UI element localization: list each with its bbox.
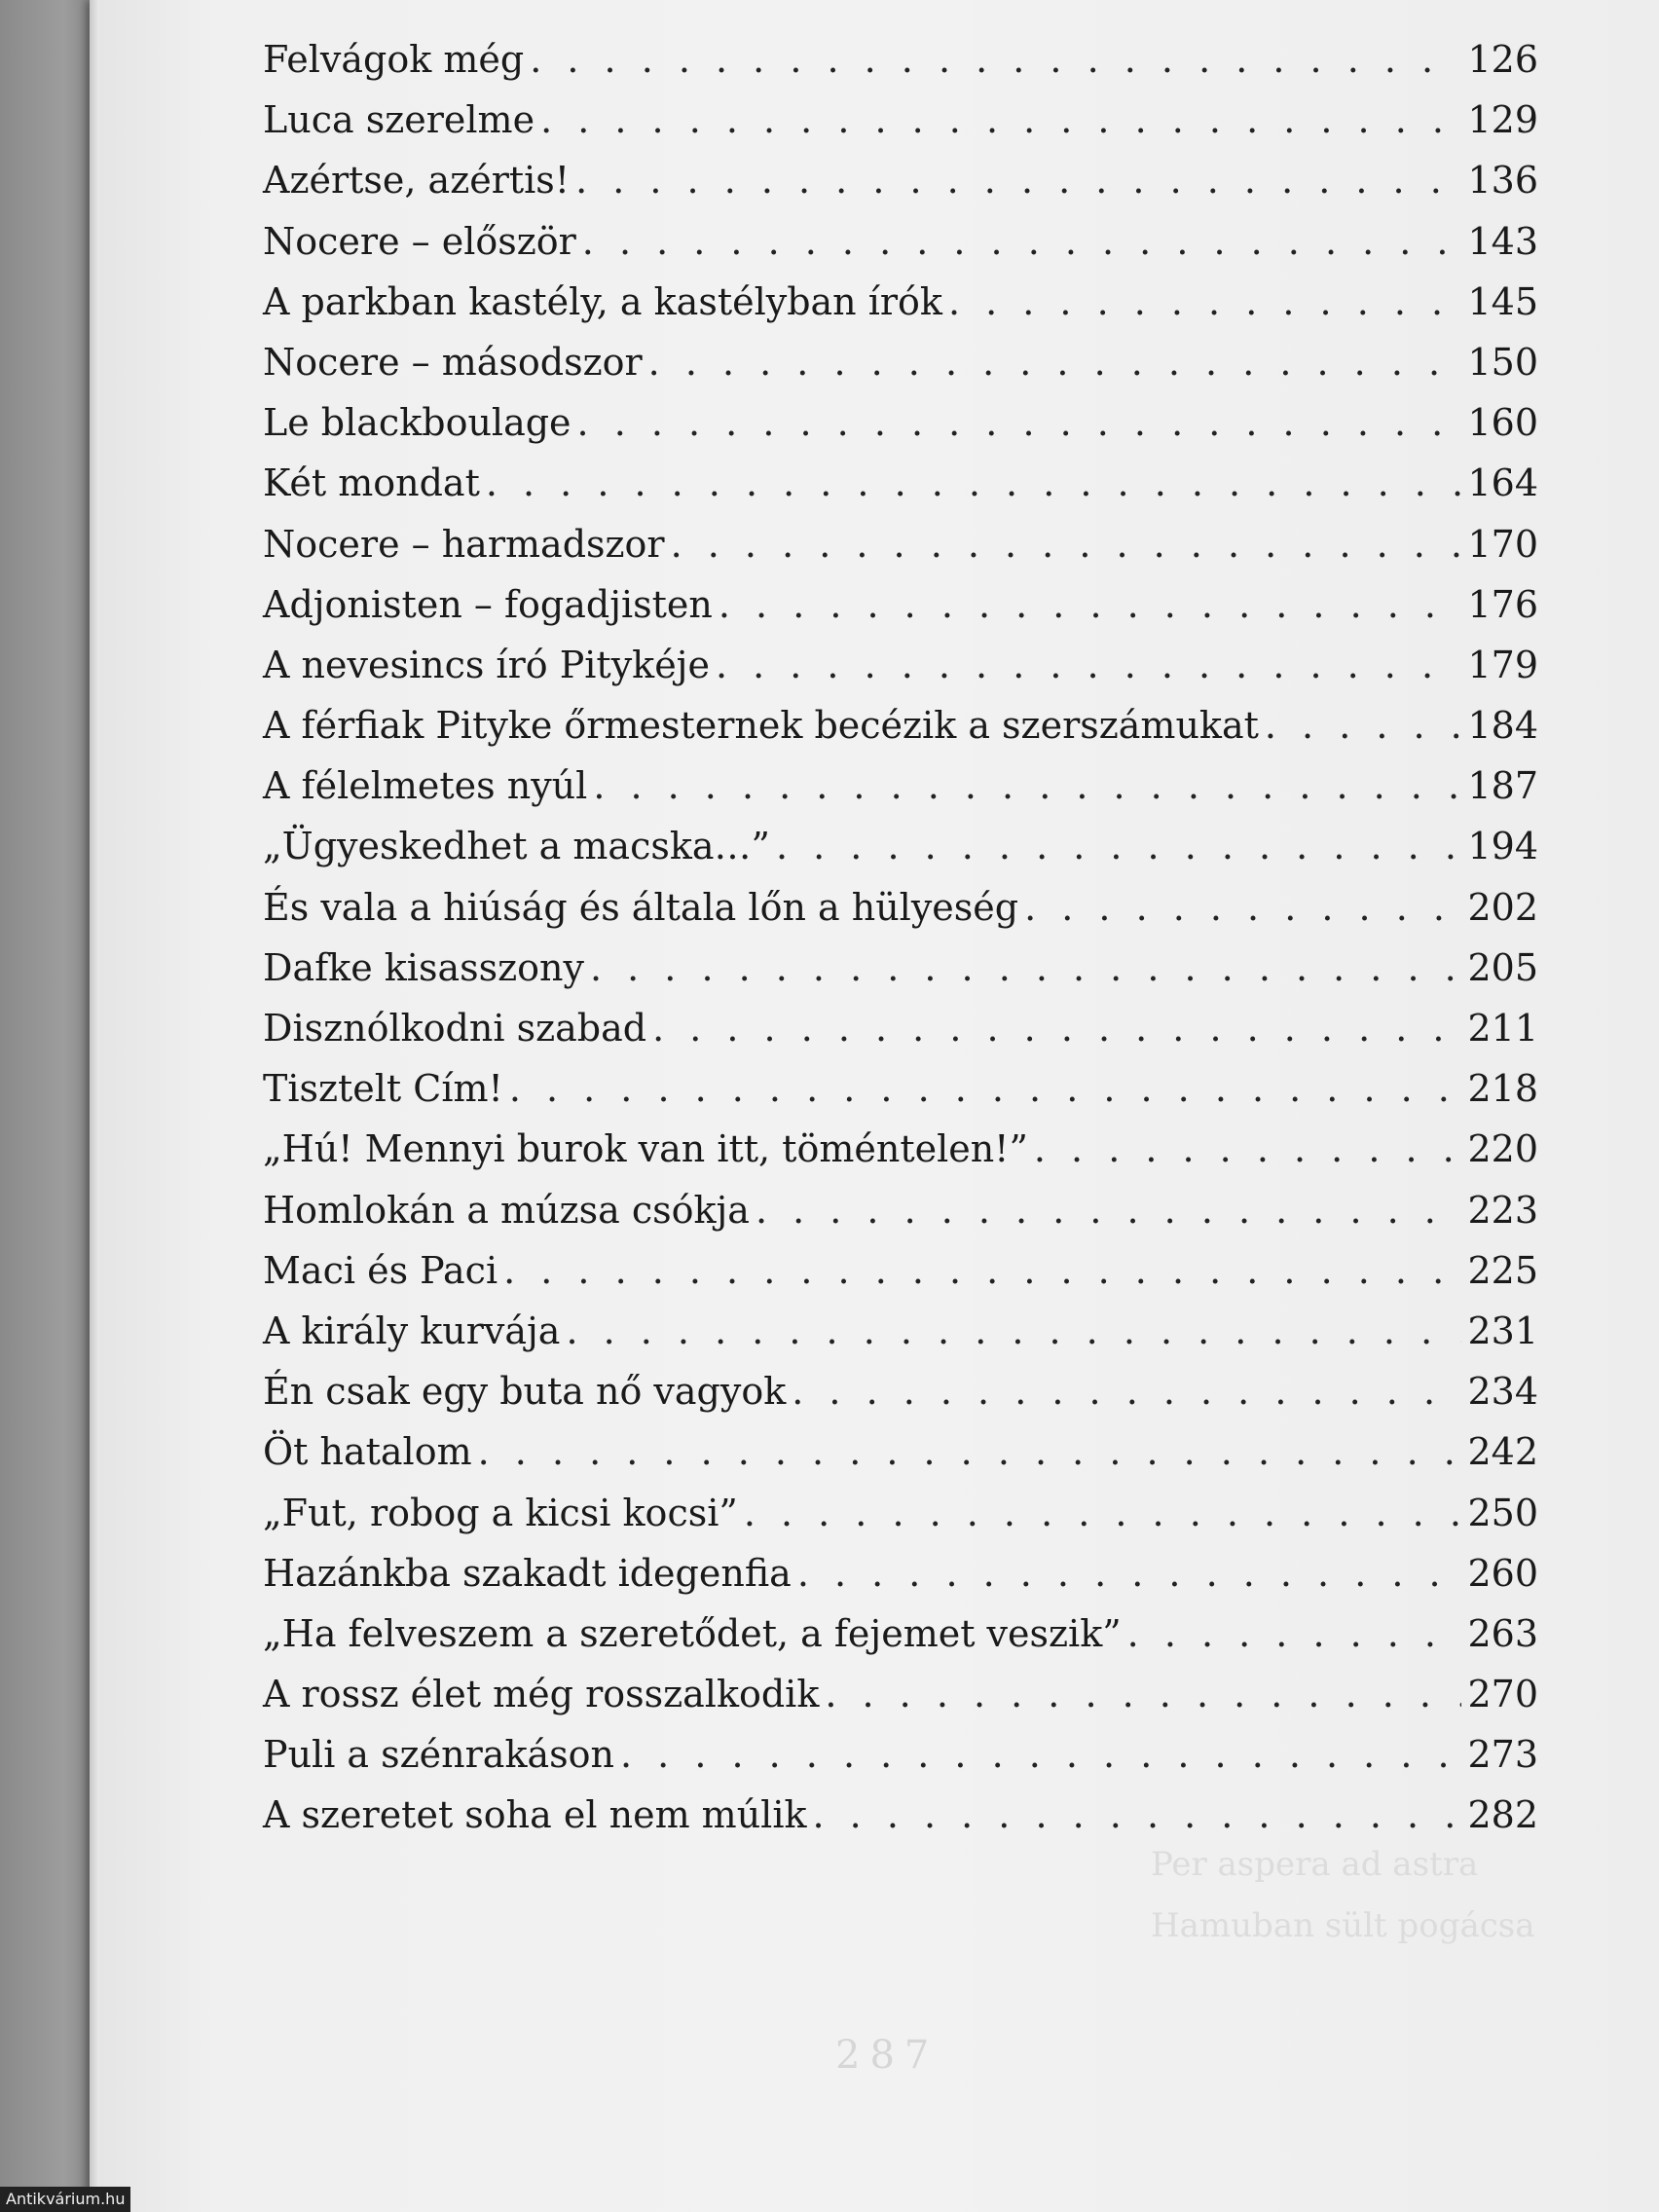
toc-entry bbox=[263, 1604, 1538, 1664]
toc-entry-title: Puli a szénrakáson bbox=[263, 1733, 614, 1777]
toc-entry-page-number: 145 bbox=[1467, 279, 1538, 323]
toc-entry bbox=[263, 635, 1538, 695]
dot-leader bbox=[776, 816, 1462, 876]
toc-entry-title: Homlokán a múzsa csókja bbox=[263, 1188, 750, 1232]
dot-leader bbox=[1127, 1604, 1462, 1664]
toc-entry bbox=[263, 695, 1538, 756]
dot-leader bbox=[813, 1785, 1462, 1845]
toc-entry bbox=[263, 1785, 1538, 1845]
dot-leader bbox=[530, 29, 1461, 90]
toc-entry-title: A nevesincs író Pitykéje bbox=[263, 643, 710, 686]
dot-leader bbox=[825, 1664, 1461, 1724]
toc-entry-title: A rossz élet még rosszalkodik bbox=[263, 1673, 820, 1716]
toc-entry-title: Azértse, azértis! bbox=[263, 159, 571, 203]
toc-entry-page-number: 211 bbox=[1467, 1007, 1538, 1050]
toc-entry bbox=[263, 1664, 1538, 1724]
toc-entry-title: A férfiak Pityke őrmesternek becézik a szerszámukat bbox=[263, 704, 1259, 748]
toc-entry bbox=[263, 150, 1538, 210]
table-of-contents bbox=[263, 29, 1538, 1846]
toc-entry-page-number: 218 bbox=[1467, 1067, 1538, 1111]
toc-entry-title: Én csak egy buta nő vagyok bbox=[263, 1370, 787, 1414]
toc-entry-page-number: 223 bbox=[1467, 1188, 1538, 1232]
toc-entry-title: Nocere – másodszor bbox=[263, 340, 643, 384]
toc-entry-title: „Hú! Mennyi burok van itt, töméntelen!” bbox=[263, 1127, 1028, 1171]
toc-entry-page-number: 260 bbox=[1467, 1551, 1538, 1595]
toc-entry bbox=[263, 1301, 1538, 1361]
toc-entry-page-number: 220 bbox=[1467, 1127, 1538, 1171]
toc-entry bbox=[263, 1058, 1538, 1119]
dot-leader bbox=[582, 211, 1462, 272]
dot-leader bbox=[575, 150, 1461, 210]
toc-entry bbox=[263, 453, 1538, 513]
toc-entry bbox=[263, 1543, 1538, 1604]
toc-entry bbox=[263, 816, 1538, 876]
bleed-through-page-number: 287 bbox=[835, 2033, 940, 2078]
dot-leader bbox=[719, 574, 1462, 635]
toc-entry-page-number: 184 bbox=[1467, 704, 1538, 748]
toc-entry-title: Adjonisten – fogadjisten bbox=[263, 582, 713, 626]
toc-entry bbox=[263, 938, 1538, 998]
bleed-through-line: Hamuban sült pogácsa bbox=[1151, 1906, 1535, 1945]
toc-entry-page-number: 282 bbox=[1467, 1793, 1538, 1837]
toc-entry bbox=[263, 1421, 1538, 1482]
toc-entry bbox=[263, 756, 1538, 816]
bleed-through-line: Per aspera ad astra bbox=[1151, 1845, 1479, 1884]
dot-leader bbox=[503, 1240, 1461, 1301]
dot-leader bbox=[566, 1301, 1461, 1361]
toc-entry-page-number: 205 bbox=[1467, 945, 1538, 989]
toc-entry-title: A félelmetes nyúl bbox=[263, 764, 588, 808]
toc-entry-page-number: 270 bbox=[1467, 1673, 1538, 1716]
toc-entry bbox=[263, 272, 1538, 332]
toc-entry-title: „Ha felveszem a szeretődet, a fejemet veszik” bbox=[263, 1611, 1122, 1655]
toc-entry-page-number: 170 bbox=[1467, 522, 1538, 566]
toc-entry-page-number: 242 bbox=[1467, 1430, 1538, 1474]
dot-leader bbox=[948, 272, 1462, 332]
toc-entry bbox=[263, 332, 1538, 392]
toc-entry-title: És vala a hiúság és általa lőn a hülyeség bbox=[263, 885, 1019, 929]
dot-leader bbox=[797, 1543, 1462, 1604]
toc-entry bbox=[263, 1119, 1538, 1179]
toc-entry bbox=[263, 90, 1538, 150]
dot-leader bbox=[620, 1724, 1461, 1785]
toc-entry-page-number: 194 bbox=[1467, 825, 1538, 868]
toc-entry-page-number: 150 bbox=[1467, 340, 1538, 384]
toc-entry bbox=[263, 514, 1538, 574]
toc-entry-page-number: 187 bbox=[1467, 764, 1538, 808]
dot-leader bbox=[648, 332, 1462, 392]
dot-leader bbox=[486, 453, 1462, 513]
page-edge bbox=[90, 0, 99, 2212]
toc-entry bbox=[263, 998, 1538, 1058]
dot-leader bbox=[577, 392, 1462, 453]
toc-entry-page-number: 234 bbox=[1467, 1370, 1538, 1414]
toc-entry-page-number: 126 bbox=[1467, 38, 1538, 81]
toc-entry bbox=[263, 1483, 1538, 1543]
dot-leader bbox=[1034, 1119, 1462, 1179]
toc-entry-page-number: 176 bbox=[1467, 582, 1538, 626]
toc-entry-title: A szeretet soha el nem múlik bbox=[263, 1793, 807, 1837]
toc-entry bbox=[263, 1180, 1538, 1240]
toc-entry-title: Felvágok még bbox=[263, 38, 525, 81]
toc-entry bbox=[263, 1724, 1538, 1785]
toc-entry-page-number: 136 bbox=[1467, 159, 1538, 203]
toc-entry-page-number: 129 bbox=[1467, 98, 1538, 142]
dot-leader bbox=[756, 1180, 1462, 1240]
toc-entry-title: A parkban kastély, a kastélyban írók bbox=[263, 279, 942, 323]
toc-entry-page-number: 263 bbox=[1467, 1611, 1538, 1655]
toc-entry-page-number: 164 bbox=[1467, 461, 1538, 505]
dot-leader bbox=[1265, 695, 1462, 756]
dot-leader bbox=[744, 1483, 1462, 1543]
toc-entry-title: Luca szerelme bbox=[263, 98, 535, 142]
toc-entry bbox=[263, 877, 1538, 938]
toc-entry bbox=[263, 211, 1538, 272]
dot-leader bbox=[671, 514, 1462, 574]
dot-leader bbox=[540, 90, 1461, 150]
toc-entry-title: Dafke kisasszony bbox=[263, 945, 584, 989]
toc-entry-title: Öt hatalom bbox=[263, 1430, 472, 1474]
toc-entry bbox=[263, 392, 1538, 453]
toc-entry-title: Tisztelt Cím! bbox=[263, 1067, 503, 1111]
toc-entry-title: Disznólkodni szabad bbox=[263, 1007, 647, 1050]
toc-entry bbox=[263, 1361, 1538, 1421]
toc-entry-title: A király kurvája bbox=[263, 1309, 561, 1352]
toc-entry-page-number: 225 bbox=[1467, 1248, 1538, 1292]
dot-leader bbox=[716, 635, 1462, 695]
toc-entry-page-number: 273 bbox=[1467, 1733, 1538, 1777]
dot-leader bbox=[590, 938, 1462, 998]
toc-entry bbox=[263, 1240, 1538, 1301]
toc-entry-title: Le blackboulage bbox=[263, 401, 571, 445]
toc-entry-page-number: 202 bbox=[1467, 885, 1538, 929]
dot-leader bbox=[1024, 877, 1461, 938]
toc-entry-title: Nocere – először bbox=[263, 219, 576, 263]
toc-entry-page-number: 231 bbox=[1467, 1309, 1538, 1352]
toc-entry-title: Hazánkba szakadt idegenfia bbox=[263, 1551, 792, 1595]
toc-entry-title: „Fut, robog a kicsi kocsi” bbox=[263, 1491, 738, 1534]
toc-entry-title: „Ügyeskedhet a macska…” bbox=[263, 825, 770, 868]
dot-leader bbox=[509, 1058, 1462, 1119]
toc-entry bbox=[263, 29, 1538, 90]
watermark: Antikvárium.hu bbox=[0, 2187, 130, 2212]
toc-entry-page-number: 160 bbox=[1467, 401, 1538, 445]
toc-entry-title: Két mondat bbox=[263, 461, 480, 505]
toc-entry bbox=[263, 574, 1538, 635]
toc-entry-title: Nocere – harmadszor bbox=[263, 522, 665, 566]
dot-leader bbox=[792, 1361, 1461, 1421]
toc-entry-title: Maci és Paci bbox=[263, 1248, 498, 1292]
toc-entry-page-number: 250 bbox=[1467, 1491, 1538, 1534]
dot-leader bbox=[593, 756, 1461, 816]
toc-entry-page-number: 179 bbox=[1467, 643, 1538, 686]
dot-leader bbox=[478, 1421, 1462, 1482]
dot-leader bbox=[652, 998, 1461, 1058]
toc-entry-page-number: 143 bbox=[1467, 219, 1538, 263]
